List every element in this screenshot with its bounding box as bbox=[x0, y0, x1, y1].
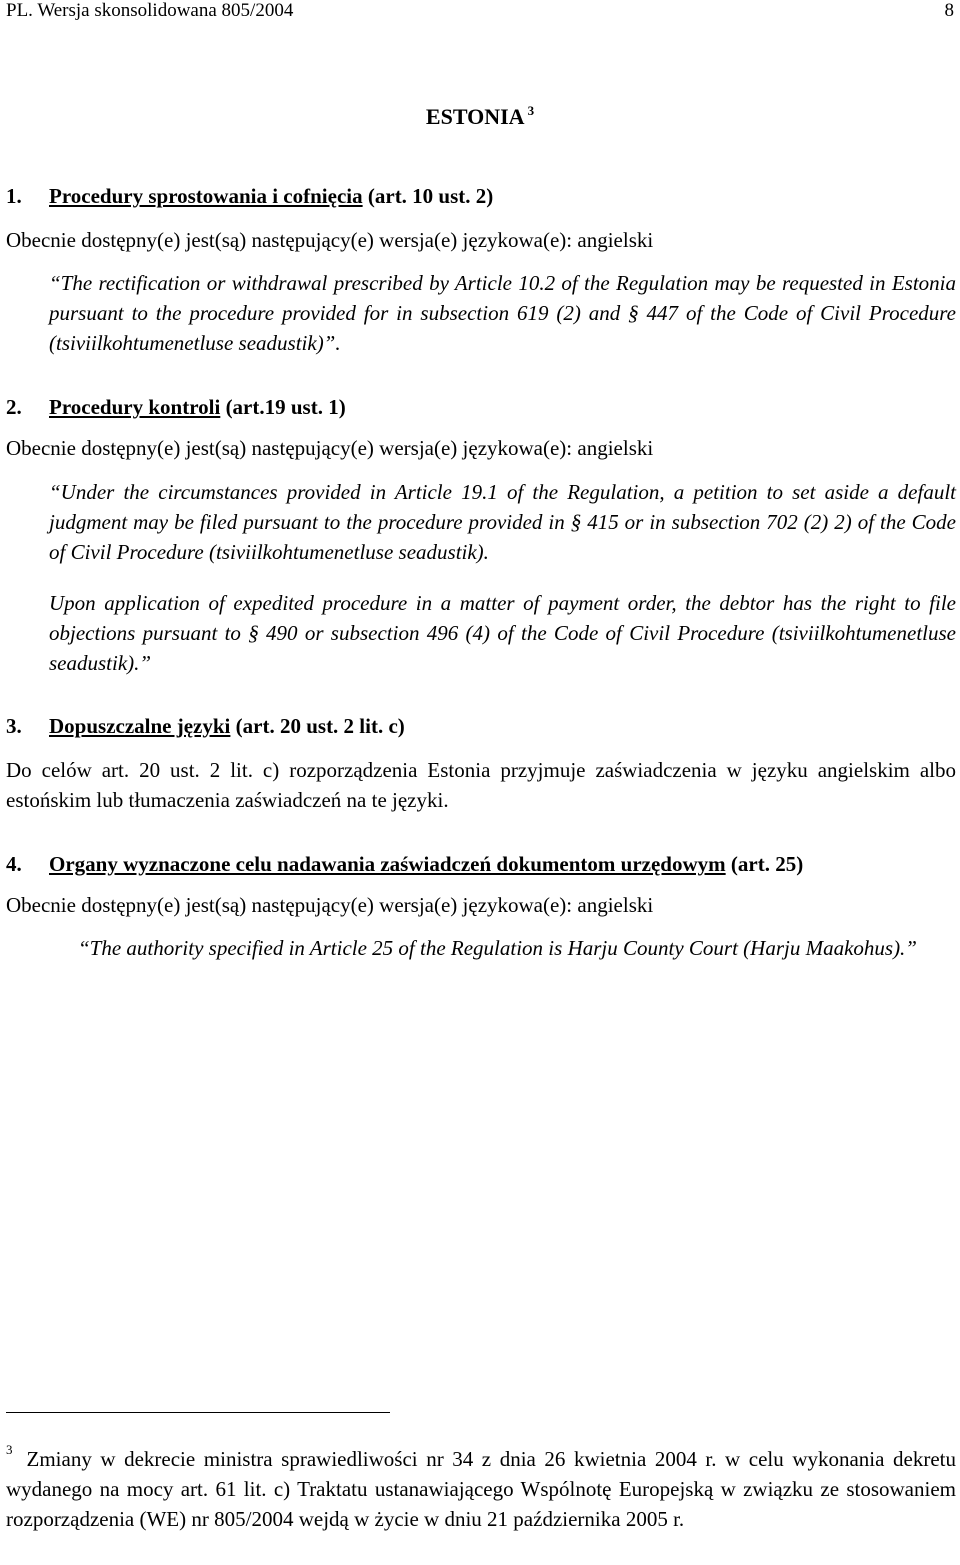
section-1-availability: Obecnie dostępny(e) jest(są) następujący(e) wersja(e) językowa(e): angielski bbox=[6, 228, 654, 252]
section-1-quote: “The rectification or withdrawal prescribed by Article 10.2 of the Regulation may be requested in Estonia pursuant to the procedure provided for in subsection 619 (2) and § 447 of the Code of Civil Procedure (tsiviilkohtumenetluse seadustik)”. bbox=[49, 271, 956, 355]
section-heading-reference: (art. 20 ust. 2 lit. c) bbox=[230, 714, 405, 738]
section-2-quote-1: “Under the circumstances provided in Article 19.1 of the Regulation, a petition to set aside a default judgment may be filed pursuant to the procedure provided in § 415 or in subsection 702 (2) 2) of the Code of Civil Procedure (tsiviilkohtumenetluse seadustik). bbox=[49, 480, 956, 564]
section-heading-reference: (art. 25) bbox=[725, 852, 804, 876]
section-number: 2. bbox=[6, 395, 22, 419]
footnote-text: Zmiany w dekrecie ministra sprawiedliwości nr 34 z dnia 26 kwietnia 2004 r. w celu wykonania dekretu wydanego na mocy art. 61 lit. c) Traktatu ustanawiającego Wspólnotę Europejską w związku ze stosowaniem rozporządzenia (WE) nr 805/2004 wejdą w życie w dniu 21 października 2005 r. bbox=[6, 1447, 956, 1531]
footnote bbox=[6, 1435, 956, 1534]
section-number: 3. bbox=[6, 714, 22, 738]
page-title bbox=[0, 103, 960, 130]
section-heading-underlined: Dopuszczalne języki bbox=[49, 714, 231, 738]
document-header: PL. Wersja skonsolidowana 805/2004 bbox=[6, 0, 294, 21]
section-1-heading bbox=[6, 184, 493, 209]
section-3-heading bbox=[6, 714, 405, 739]
section-number: 1. bbox=[6, 184, 22, 208]
section-4-availability: Obecnie dostępny(e) jest(są) następujący(e) wersja(e) językowa(e): angielski bbox=[6, 893, 654, 917]
section-4-heading bbox=[6, 852, 803, 877]
section-number: 4. bbox=[6, 852, 22, 876]
section-heading-underlined: Procedury sprostowania i cofnięcia bbox=[49, 184, 363, 208]
footnote-separator bbox=[6, 1412, 390, 1413]
section-heading-underlined: Organy wyznaczone celu nadawania zaświadczeń dokumentom urzędowym bbox=[49, 852, 726, 876]
footnote-ref: 3 bbox=[527, 103, 535, 118]
section-heading-underlined: Procedury kontroli bbox=[49, 395, 221, 419]
page-number: 8 bbox=[944, 0, 954, 21]
section-heading-reference: (art.19 ust. 1) bbox=[220, 395, 346, 419]
title-text: ESTONIA bbox=[425, 104, 525, 129]
section-2-heading bbox=[6, 395, 346, 420]
section-2-quote-2: Upon application of expedited procedure in a matter of payment order, the debtor has the right to file objections pursuant to § 490 or subsection 496 (4) of the Code of Civil Procedure (tsiviilkohtumenetluse seadustik).” bbox=[49, 591, 956, 675]
footnote-marker: 3 bbox=[6, 1442, 13, 1457]
section-2-availability: Obecnie dostępny(e) jest(są) następujący(e) wersja(e) językowa(e): angielski bbox=[6, 436, 654, 460]
section-heading-reference: (art. 10 ust. 2) bbox=[362, 184, 494, 208]
section-4-quote: “The authority specified in Article 25 of the Regulation is Harju County Court (Harju Maakohus).” bbox=[78, 936, 917, 960]
section-3-body: Do celów art. 20 ust. 2 lit. c) rozporządzenia Estonia przyjmuje zaświadczenia w języku angielskim albo estońskim lub tłumaczenia zaświadczeń na te języki. bbox=[6, 758, 956, 812]
